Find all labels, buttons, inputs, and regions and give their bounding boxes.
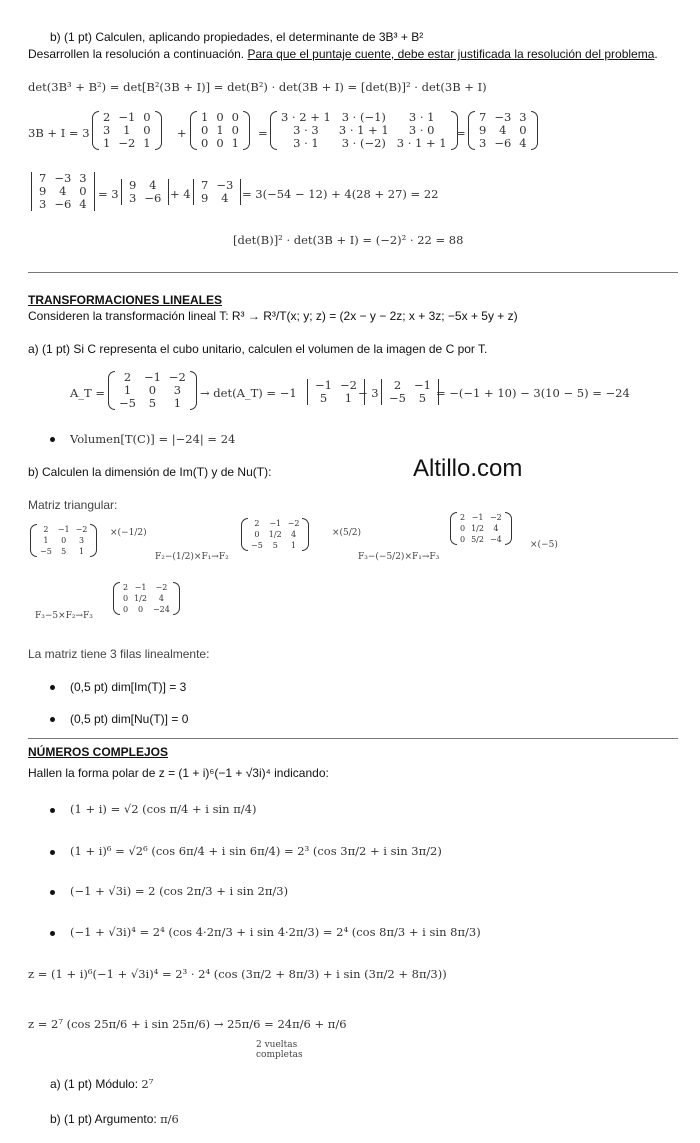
matrix-cell: 4 [79, 197, 87, 211]
det-at-tail: = −(−1 + 10) − 3(10 − 5) = −24 [436, 386, 630, 400]
matrix-cell: 4 [149, 178, 157, 192]
instructions [28, 47, 658, 61]
matrix-cell: 1 [123, 123, 131, 137]
matrix-cell: 3 [79, 171, 87, 185]
det-bar-left [307, 379, 308, 405]
matrix-cell: −3 [216, 178, 234, 192]
bullet [50, 931, 55, 936]
matrix-identity [190, 111, 250, 150]
paren-left [468, 111, 475, 150]
matrix-cell: −6 [494, 136, 512, 150]
matrix-cell: 0 [216, 136, 224, 150]
matrix-cell: 7 [201, 178, 209, 192]
matrix-s4 [113, 582, 180, 615]
matrix-cell: −1 [315, 378, 332, 392]
at-label: A_T = [70, 386, 106, 400]
matrix-m3 [270, 111, 458, 150]
op-3: F₃−5×F₂→F₃ [35, 611, 93, 621]
matrix-cell: −1 [143, 370, 161, 384]
matrix-cell: 7 [39, 171, 47, 185]
matrix-cell: 3 [173, 383, 182, 397]
matrix-cell: 0 [201, 123, 209, 137]
bullet [50, 890, 55, 895]
matrix-cell: 2 [123, 583, 129, 592]
paren-right [531, 111, 538, 150]
matrix-cell: −5 [389, 391, 406, 405]
plus-4: + 4 [170, 187, 191, 201]
section-title-transformaciones: TRANSFORMACIONES LINEALES [28, 293, 223, 307]
matrix-cell: 3 · (−1) [341, 110, 386, 124]
det-line-1: det(3B³ + B²) = det[B²(3B + I)] = det(B²) · det(3B + I) = [det(B)]² · det(3B + I) [28, 80, 487, 94]
matrix-cell: 9 [39, 184, 47, 198]
answer-b [50, 1112, 179, 1126]
matrix-cell: 5 [319, 391, 328, 405]
matrix-cell: 3 [39, 197, 47, 211]
matrix-cell: 2 [393, 378, 402, 392]
rows-text: La matriz tiene 3 filas linealmente: [28, 647, 210, 661]
det-at-expression: → det(A_T) = −1 [200, 386, 297, 400]
paren-left [241, 518, 248, 551]
paren-left [450, 512, 457, 545]
answer-b-value: π/6 [160, 1112, 179, 1126]
matrix-cell: 3 [103, 123, 111, 137]
paren-left [113, 582, 120, 615]
matrix-cell: 2 [123, 370, 132, 384]
instructions-suffix: . [654, 47, 658, 61]
op-2: F₃−(−5/2)×F₁→F₃ [358, 552, 440, 562]
mult-3: ×(−5) [530, 540, 558, 550]
matrix-cell: 1/2 [268, 530, 282, 539]
matrix-cell: 3 · 1 + 1 [396, 136, 447, 150]
matrix-cell: 4 [499, 123, 507, 137]
paren-left [190, 111, 197, 150]
matrix-cell: 0 [148, 383, 157, 397]
bullet [50, 850, 55, 855]
matrix-cell: 9 [129, 178, 137, 192]
matrix-cell: 5/2 [471, 535, 484, 544]
plus-sign: + [177, 126, 187, 140]
matrix-cell: 1/2 [134, 594, 147, 603]
bullet [50, 808, 55, 813]
matrix-cell: 4 [158, 594, 164, 603]
instructions-underlined: Para que el puntaje cuente, debe estar justificada la resolución del problema [247, 47, 655, 61]
matrix-cell: −5 [40, 547, 52, 556]
matrix-cell: 3 · 0 [408, 123, 435, 137]
det-line-3-tail: = 3(−54 − 12) + 4(28 + 27) = 22 [242, 187, 439, 201]
matrix-cell: 0 [519, 123, 527, 137]
transformation-statement: Consideren la transformación lineal T: R³ → R³/T(x; y; z) = (2x − y − 2z; x + 3z; −5x + 5y + z) [28, 309, 518, 323]
complex-b1: (1 + i) = √2 (cos π/4 + i sin π/4) [70, 802, 257, 816]
paren-left [108, 371, 115, 410]
divider-1 [28, 272, 678, 273]
det-bar-left [121, 179, 122, 205]
matrix-cell: 3 [479, 136, 487, 150]
matrix-cell: −2 [287, 519, 300, 528]
matrix-cell: 3 [78, 536, 85, 545]
section-title-complejos: NÚMEROS COMPLEJOS [28, 745, 169, 759]
matrix-cell: 0 [137, 605, 144, 614]
matrix-cell: 1 [291, 541, 297, 550]
matrix-cell: 0 [143, 123, 151, 137]
bullet [50, 437, 55, 442]
matrix-cell: −1 [269, 519, 282, 528]
matrix-cell: 7 [479, 110, 487, 124]
op-1: F₂−(1/2)×F₁→F₂ [155, 552, 229, 562]
question-a: a) (1 pt) Si C representa el cubo unitario, calculen el volumen de la imagen de C por T. [28, 342, 488, 356]
paren-right [90, 524, 97, 557]
matrix-cell: 4 [493, 524, 499, 533]
matrix-cell: 3 · (−2) [341, 136, 386, 150]
matrix-cell: 1 [143, 136, 151, 150]
matrix-cell: −1 [118, 110, 136, 124]
dim-nu: (0,5 pt) dim[Nu(T)] = 0 [70, 712, 189, 726]
answer-a [50, 1077, 153, 1091]
det-d3 [190, 179, 244, 205]
det-bar-left [381, 379, 382, 405]
matrix-cell: −2 [339, 378, 357, 392]
matrix-cell: 0 [61, 536, 67, 545]
answer-a-label: a) (1 pt) Módulo: [50, 1077, 139, 1091]
matrix-at [108, 371, 197, 410]
matrix-cell: −1 [57, 525, 70, 534]
matrix-cell: 4 [519, 136, 527, 150]
paren-right [302, 518, 309, 551]
answer-a-value: 2⁷ [141, 1077, 154, 1091]
matrix-cell: 1 [344, 391, 353, 405]
matrix-cell: 3 · 1 [408, 110, 435, 124]
triangular-label: Matriz triangular: [28, 498, 118, 512]
matrix-cell: 3 [519, 110, 527, 124]
matrix-cell: 5 [272, 541, 278, 550]
matrix-cell: 9 [201, 191, 209, 205]
matrix-cell: 0 [460, 535, 466, 544]
matrix-m4 [468, 111, 538, 150]
matrix-cell: 0 [143, 110, 151, 124]
matrix-cell: −24 [152, 605, 170, 614]
matrix-cell: 0 [231, 123, 239, 137]
matrix-cell: 5 [61, 547, 67, 556]
matrix-cell: 3 · 1 [293, 136, 319, 150]
det-bar-right [94, 172, 95, 211]
matrix-cell: −3 [54, 171, 72, 185]
matrix-cell: 4 [291, 530, 297, 539]
complex-z1: z = (1 + i)⁶(−1 + √3i)⁴ = 2³ · 2⁴ (cos (3π/2 + 8π/3) + i sin (3π/2 + 8π/3)) [28, 967, 447, 981]
complex-b4: (−1 + √3i)⁴ = 2⁴ (cos 4·2π/3 + i sin 4·2π/3) = 2⁴ (cos 8π/3 + i sin 8π/3) [70, 925, 481, 939]
instructions-prefix: Desarrollen la resolución a continuación. [28, 47, 248, 61]
matrix-cell: −2 [118, 136, 136, 150]
matrix-cell: −5 [119, 396, 136, 410]
det-bar-left [31, 172, 32, 211]
equals-sign-2: = [456, 126, 466, 140]
matrix-cell: 0 [79, 184, 87, 198]
paren-right [190, 371, 197, 410]
matrix-cell: 1 [201, 110, 209, 124]
det-line-4: [det(B)]² · det(3B + I) = (−2)² · 22 = 88 [233, 233, 464, 247]
equals-3: = 3 [98, 187, 119, 201]
det-d1 [28, 172, 98, 211]
altillo-watermark: Altillo.com [413, 455, 523, 482]
matrix-s2 [241, 518, 309, 551]
line2-label: 3B + I = 3 [28, 126, 90, 140]
matrix-cell: −2 [168, 370, 186, 384]
question-b: b) Calculen la dimensión de Im(T) y de Nu(T): [28, 465, 272, 479]
completas-label: completas [256, 1050, 303, 1060]
dim-im: (0,5 pt) dim[Im(T)] = 3 [70, 680, 187, 694]
part-b-heading: b) (1 pt) Calculen, aplicando propiedades, el determinante de 3B³ + B² [50, 30, 424, 44]
matrix-cell: 0 [254, 530, 260, 539]
paren-left [30, 524, 37, 557]
matrix-cell: 2 [254, 519, 260, 528]
matrix-cell: −2 [155, 583, 168, 592]
matrix-cell: 1 [103, 136, 111, 150]
matrix-m1 [92, 111, 162, 150]
matrix-cell: −1 [134, 583, 147, 592]
matrix-cell: −2 [489, 513, 502, 522]
matrix-cell: 5 [148, 396, 157, 410]
matrix-cell: 4 [59, 184, 67, 198]
volume-text: Volumen[T(C)] = |−24| = 24 [70, 432, 236, 446]
paren-right [243, 111, 250, 150]
matrix-cell: −6 [54, 197, 72, 211]
matrix-cell: −5 [251, 541, 263, 550]
matrix-cell: 3 · 3 [293, 123, 319, 137]
matrix-cell: 1/2 [471, 524, 484, 533]
det-bar-left [193, 179, 194, 205]
vueltas-label: 2 vueltas [256, 1040, 298, 1050]
matrix-cell: −2 [75, 525, 88, 534]
matrix-cell: 1 [78, 547, 85, 556]
matrix-s3 [450, 512, 512, 545]
answer-b-label: b) (1 pt) Argumento: [50, 1112, 157, 1126]
paren-right [173, 582, 180, 615]
divider-2 [28, 738, 678, 739]
paren-left [270, 111, 277, 150]
paren-right [155, 111, 162, 150]
matrix-cell: 2 [43, 525, 49, 534]
matrix-cell: 0 [201, 136, 209, 150]
mult-2: ×(5/2) [332, 528, 362, 538]
matrix-cell: 4 [221, 191, 229, 205]
matrix-cell: 0 [231, 110, 239, 124]
matrix-cell: −4 [489, 535, 502, 544]
matrix-cell: 3 · 2 + 1 [281, 110, 331, 124]
matrix-cell: 3 [129, 191, 137, 205]
matrix-cell: 0 [460, 524, 466, 533]
matrix-s1 [30, 524, 97, 557]
matrix-cell: 1 [231, 136, 239, 150]
matrix-cell: 2 [460, 513, 466, 522]
complex-b2: (1 + i)⁶ = √2⁶ (cos 6π/4 + i sin 6π/4) = 2³ (cos 3π/2 + i sin 3π/2) [70, 844, 442, 858]
minus-3: − 3 [358, 386, 379, 400]
paren-right [505, 512, 512, 545]
complex-z2: z = 2⁷ (cos 25π/6 + i sin 25π/6) → 25π/6 = 24π/6 + π/6 [28, 1017, 347, 1031]
matrix-cell: −3 [494, 110, 512, 124]
matrix-cell: 2 [103, 110, 111, 124]
bullet [50, 717, 55, 722]
matrix-cell: 1 [43, 536, 49, 545]
matrix-cell: −1 [471, 513, 484, 522]
matrix-cell: 0 [216, 110, 224, 124]
matrix-cell: 1 [216, 123, 224, 137]
det-e2 [378, 379, 442, 405]
matrix-cell: −6 [144, 191, 162, 205]
matrix-cell: 9 [479, 123, 487, 137]
det-d2 [118, 179, 172, 205]
bullet [50, 685, 55, 690]
matrix-cell: 1 [173, 396, 182, 410]
equals-sign: = [258, 126, 268, 140]
matrix-cell: −1 [413, 378, 431, 392]
matrix-cell: 5 [418, 391, 427, 405]
complex-b3: (−1 + √3i) = 2 (cos 2π/3 + i sin 2π/3) [70, 884, 289, 898]
matrix-cell: 3 · 1 + 1 [338, 123, 389, 137]
complex-statement: Hallen la forma polar de z = (1 + i)⁶(−1 + √3i)⁴ indicando: [28, 766, 329, 780]
matrix-cell: 0 [123, 605, 129, 614]
matrix-cell: 1 [123, 383, 132, 397]
matrix-cell: 0 [123, 594, 129, 603]
mult-1: ×(−1/2) [110, 528, 147, 538]
paren-left [92, 111, 99, 150]
